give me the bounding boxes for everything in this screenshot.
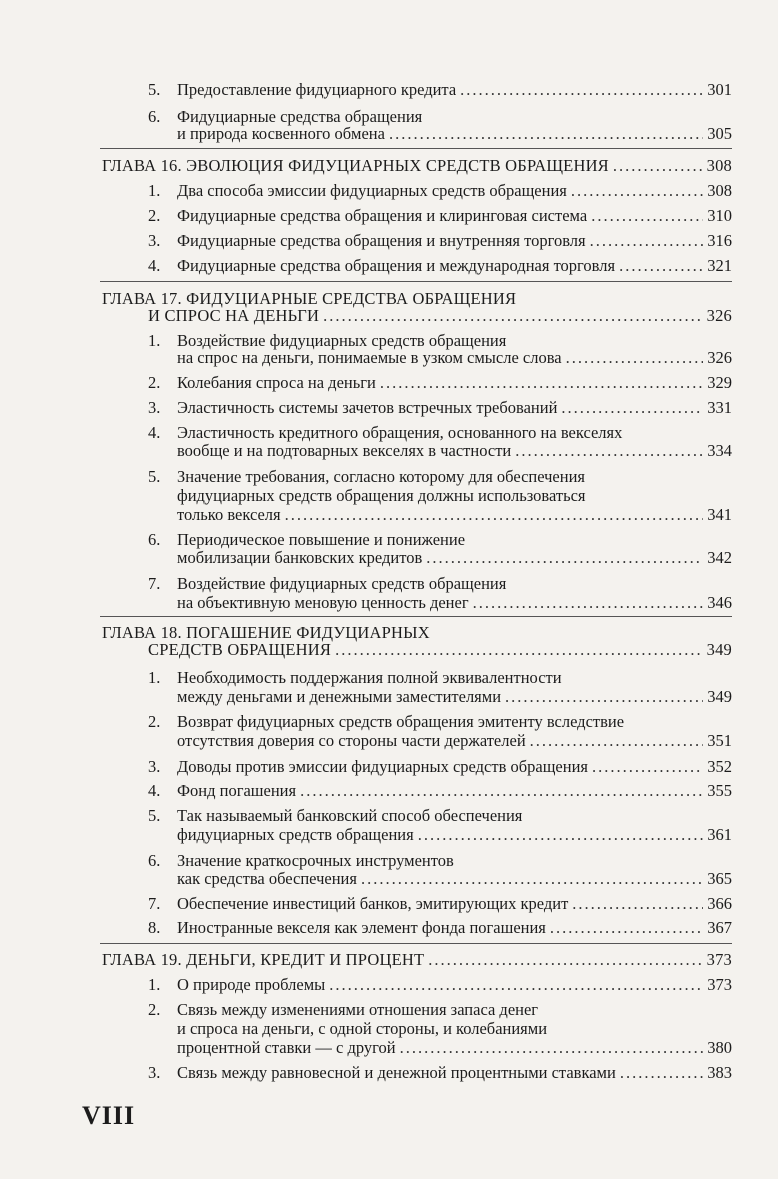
dot-leader	[361, 869, 703, 889]
toc-entry-number: 2.	[148, 206, 161, 225]
toc-entry-number: 4.	[148, 781, 161, 800]
toc-entry-title: Эластичность кредитного обращения, основанного на векселях	[177, 423, 623, 442]
page-number: 349	[706, 640, 732, 659]
toc-entry-title: как средства обеспечения	[177, 869, 357, 888]
page-number: 367	[707, 918, 732, 937]
toc-entry-title: Связь между изменениями отношения запаса денег	[177, 1000, 539, 1019]
page-number: 329	[707, 373, 732, 392]
toc-entry-title: только векселя	[177, 505, 281, 524]
toc-entry-number: 6.	[148, 530, 161, 549]
page-number: 316	[707, 231, 732, 250]
chapter-title: И СПРОС НА ДЕНЬГИ	[148, 306, 320, 325]
dot-leader	[380, 373, 703, 393]
toc-entry-title: Возврат фидуциарных средств обращения эмитенту вследствие	[177, 712, 625, 731]
dot-leader	[329, 975, 703, 995]
toc-entry[interactable]	[177, 505, 732, 525]
dot-leader	[473, 593, 704, 613]
chapter-heading[interactable]	[102, 950, 732, 970]
toc-entry[interactable]	[177, 869, 732, 889]
page-number: 326	[707, 348, 732, 367]
toc-entry-title: Фонд погашения	[177, 781, 297, 800]
toc-entry[interactable]	[177, 398, 732, 418]
toc-entry[interactable]	[177, 80, 732, 100]
toc-entry-title: процентной ставки — с другой	[177, 1038, 396, 1057]
toc-entry[interactable]	[177, 975, 732, 995]
toc-entry-number: 1.	[148, 331, 161, 350]
toc-entry-title: отсутствия доверия со стороны части держателей	[177, 731, 526, 750]
page-number: 373	[707, 975, 732, 994]
toc-entry-number: 2.	[148, 1000, 161, 1019]
toc-entry-number: 6.	[148, 107, 161, 126]
toc-entry-number: 6.	[148, 851, 161, 870]
chapter-heading[interactable]	[102, 156, 732, 176]
toc-entry-title: Воздействие фидуциарных средств обращения	[177, 331, 507, 350]
toc-entry-title: вообще и на подтоварных векселях в частности	[177, 441, 512, 460]
dot-leader	[572, 894, 703, 914]
dot-leader	[285, 505, 704, 525]
page-number: 383	[707, 1063, 732, 1082]
dot-leader	[530, 731, 704, 751]
page-number: 341	[707, 505, 732, 524]
toc-entry-title: Предоставление фидуциарного кредита	[177, 80, 457, 99]
toc-entry[interactable]	[177, 348, 732, 368]
toc-entry-title: Фидуциарные средства обращения и международная торговля	[177, 256, 616, 275]
toc-entry[interactable]	[177, 825, 732, 845]
page-number: 321	[707, 256, 732, 275]
chapter-title: ГЛАВА 19. ДЕНЬГИ, КРЕДИТ И ПРОЦЕНТ	[102, 950, 425, 969]
toc-entry-title: фидуциарных средств обращения должны использоваться	[177, 486, 586, 505]
dot-leader	[460, 80, 703, 100]
page-number: 361	[707, 825, 732, 844]
toc-entry[interactable]	[177, 894, 732, 914]
toc-entry-number: 3.	[148, 398, 161, 417]
toc-entry-title: Иностранные векселя как элемент фонда погашения	[177, 918, 546, 937]
toc-entry-number: 7.	[148, 574, 161, 593]
chapter-title: СРЕДСТВ ОБРАЩЕНИЯ	[148, 640, 332, 659]
toc-entry[interactable]	[177, 757, 732, 777]
page-number: 331	[707, 398, 732, 417]
toc-entry-title: Значение краткосрочных инструментов	[177, 851, 454, 870]
chapter-title: ГЛАВА 16. ЭВОЛЮЦИЯ ФИДУЦИАРНЫХ СРЕДСТВ ОБРАЩЕНИЯ	[102, 156, 609, 175]
toc-entry[interactable]	[177, 731, 732, 751]
toc-entry-number: 2.	[148, 373, 161, 392]
page-number: 301	[707, 80, 732, 99]
dot-leader	[389, 124, 703, 144]
toc-entry-title: и спроса на деньги, с одной стороны, и колебаниями	[177, 1019, 548, 1038]
toc-entry-number: 7.	[148, 894, 161, 913]
section-divider	[100, 616, 732, 617]
dot-leader	[300, 781, 703, 801]
toc-entry-title: Так называемый банковский способ обеспечения	[177, 806, 523, 825]
toc-entry-number: 3.	[148, 757, 161, 776]
chapter-heading[interactable]	[148, 306, 732, 326]
toc-entry[interactable]	[177, 373, 732, 393]
dot-leader	[400, 1038, 704, 1058]
page-number: 308	[706, 156, 732, 175]
toc-entry[interactable]	[177, 1063, 732, 1083]
dot-leader	[620, 1063, 703, 1083]
toc-entry-title: между деньгами и денежными заместителями	[177, 687, 502, 706]
page-number: 342	[707, 548, 732, 567]
chapter-title: ГЛАВА 17. ФИДУЦИАРНЫЕ СРЕДСТВА ОБРАЩЕНИЯ	[102, 289, 517, 308]
toc-entry-number: 5.	[148, 467, 161, 486]
toc-entry-title: мобилизации банковских кредитов	[177, 548, 423, 567]
page-number: 366	[707, 894, 732, 913]
toc-entry-title: Связь между равновесной и денежной процентными ставками	[177, 1063, 616, 1082]
chapter-heading[interactable]	[148, 640, 732, 660]
toc-entry-title: Периодическое повышение и понижение	[177, 530, 466, 549]
toc-entry-title: Необходимость поддержания полной эквивалентности	[177, 668, 562, 687]
toc-entry-number: 1.	[148, 975, 161, 994]
toc-entry-title: фидуциарных средств обращения	[177, 825, 414, 844]
toc-entry[interactable]	[177, 1038, 732, 1058]
page-number: 349	[707, 687, 732, 706]
toc-entry-number: 1.	[148, 668, 161, 687]
page-number: 326	[706, 306, 732, 325]
toc-entry-number: 5.	[148, 806, 161, 825]
toc-entry[interactable]	[177, 687, 732, 707]
page-number: 308	[707, 181, 732, 200]
page-number-roman: VIII	[82, 1101, 136, 1130]
page-number: 351	[707, 731, 732, 750]
toc-entry-title: Фидуциарные средства обращения и внутренняя торговля	[177, 231, 586, 250]
toc-entry[interactable]	[177, 548, 732, 568]
toc-entry-title: О природе проблемы	[177, 975, 326, 994]
toc-entry[interactable]	[177, 124, 732, 144]
page-number: 334	[707, 441, 732, 460]
toc-entry-title: Эластичность системы зачетов встречных требований	[177, 398, 558, 417]
toc-entry-title: Значение требования, согласно которому для обеспечения	[177, 467, 586, 486]
dot-leader	[566, 348, 704, 368]
dot-leader	[571, 181, 703, 201]
toc-entry[interactable]	[177, 181, 732, 201]
toc-entry-number: 1.	[148, 181, 161, 200]
page-number: 355	[707, 781, 732, 800]
toc-entry-title: Фидуциарные средства обращения и клиринговая система	[177, 206, 588, 225]
section-divider	[100, 148, 732, 149]
page-number: 310	[707, 206, 732, 225]
dot-leader	[592, 757, 703, 777]
toc-entry-number: 4.	[148, 256, 161, 275]
chapter-title: ГЛАВА 18. ПОГАШЕНИЕ ФИДУЦИАРНЫХ	[102, 623, 430, 642]
toc-entry[interactable]	[177, 593, 732, 613]
page-number: 352	[707, 757, 732, 776]
toc-entry[interactable]	[177, 256, 732, 276]
dot-leader	[591, 206, 703, 226]
toc-entry-number: 8.	[148, 918, 161, 937]
page-number: 305	[707, 124, 732, 143]
dot-leader	[550, 918, 703, 938]
dot-leader	[515, 441, 703, 461]
dot-leader	[590, 231, 704, 251]
dot-leader	[426, 548, 703, 568]
page-number: 380	[707, 1038, 732, 1057]
toc-entry[interactable]	[177, 441, 732, 461]
section-divider	[100, 943, 732, 944]
dot-leader	[505, 687, 703, 707]
toc-entry-title: Обеспечение инвестиций банков, эмитирующих кредит	[177, 894, 569, 913]
dot-leader	[428, 950, 702, 970]
dot-leader	[418, 825, 704, 845]
dot-leader	[613, 156, 703, 176]
toc-entry-title: Воздействие фидуциарных средств обращения	[177, 574, 507, 593]
toc-entry-title: Два способа эмиссии фидуциарных средств обращения	[177, 181, 567, 200]
toc-entry[interactable]	[177, 206, 732, 226]
toc-entry-title: Колебания спроса на деньги	[177, 373, 376, 392]
page-number: 346	[707, 593, 732, 612]
toc-entry[interactable]	[177, 781, 732, 801]
dot-leader	[561, 398, 703, 418]
toc-entry-title: Доводы против эмиссии фидуциарных средств обращения	[177, 757, 588, 776]
page-number: 365	[707, 869, 732, 888]
dot-leader	[323, 306, 703, 326]
toc-entry-number: 5.	[148, 80, 161, 99]
section-divider	[100, 281, 732, 282]
dot-leader	[619, 256, 703, 276]
toc-entry-number: 3.	[148, 231, 161, 250]
toc-entry-title: Фидуциарные средства обращения	[177, 107, 423, 126]
toc-entry-number: 4.	[148, 423, 161, 442]
toc-entry-title: и природа косвенного обмена	[177, 124, 385, 143]
toc-entry-title: на объективную меновую ценность денег	[177, 593, 469, 612]
toc-entry-title: на спрос на деньги, понимаемые в узком смысле слова	[177, 348, 562, 367]
toc-entry[interactable]	[177, 918, 732, 938]
toc-entry-number: 2.	[148, 712, 161, 731]
dot-leader	[335, 640, 703, 660]
toc-entry[interactable]	[177, 231, 732, 251]
toc-entry-number: 3.	[148, 1063, 161, 1082]
page-number: 373	[706, 950, 732, 969]
